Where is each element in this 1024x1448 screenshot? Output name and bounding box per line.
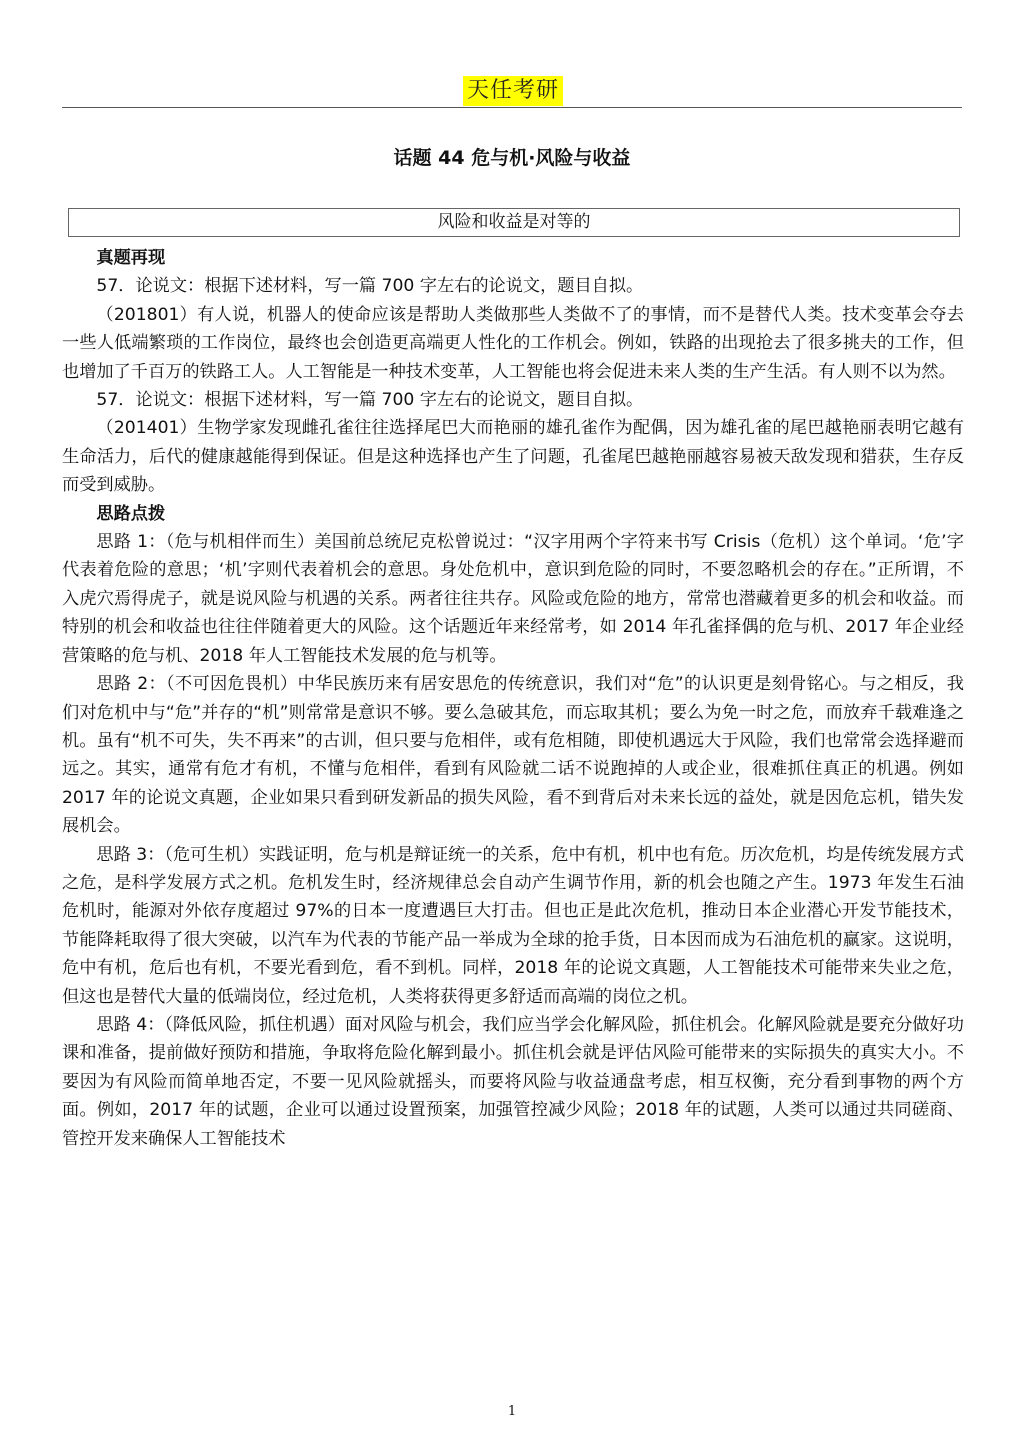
page-title: 话题 44 危与机·风险与收益: [393, 147, 631, 169]
paragraph: 57．论说文：根据下述材料，写一篇 700 字左右的论说文，题目自拟。: [96, 276, 644, 297]
subtitle-text: 风险和收益是对等的: [437, 212, 591, 232]
paragraph: 57．论说文：根据下述材料，写一篇 700 字左右的论说文，题目自拟。: [96, 390, 644, 411]
page-number: 1: [507, 1404, 517, 1419]
paragraph: 思路 3：（危可生机）实践证明，危与机是辩证统一的关系，危中有机，机中也有危。历次危机，均是传统发展方式之危，是科学发展方式之机。危机发生时，经济规律总会自动产生调节作用，新的机会也随之产生。1973 年发生石油危机时，能源对外依存度超过 97%的日本一度遭遇巨大打击。但也正是此次危机，推动日本企业潜心开发节能技术，节能降耗取得了很大突破，以汽车为代表的节能产品一举成为全球的抢手货，日本因而成为石油危机的赢家。这说明，危中有机，危后也有机，不要光看到危，看不到机。同样，2018 年的论说文真题，人工智能技术可能带来失业之危，但这也是替代大量的低端岗位，经过危机，人类将获得更多舒适而高端的岗位之机。: [62, 844, 964, 1007]
header-rule: [62, 107, 962, 108]
paragraph: 思路 4：（降低风险，抓住机遇）面对风险与机会，我们应当学会化解风险，抓住机会。化解风险就是要充分做好功课和准备，提前做好预防和措施，争取将危险化解到最小。抓住机会就是评估风险可能带来的实际损失的真实大小。不要因为有风险而简单地否定，不要一见风险就摇头，而要将风险与收益通盘考虑，相互权衡，充分看到事物的两个方面。例如，2017 年的试题，企业可以通过设置预案，加强管控减少风险；2018 年的试题，人类可以通过共同磋商、管控开发来确保人工智能技术: [62, 1014, 964, 1149]
paragraph: （201801）有人说，机器人的使命应该是帮助人类做那些人类做不了的事情，而不是替代人类。技术变革会夺去一些人低端繁琐的工作岗位，最终也会创造更高端更人性化的工作机会。例如，铁路的出现抢去了很多挑夫的工作，但也增加了千百万的铁路工人。人工智能是一种技术变革，人工智能也将会促进未来人类的生产生活。有人则不以为然。: [62, 304, 964, 382]
paragraph: 思路 2：（不可因危畏机）中华民族历来有居安思危的传统意识，我们对“危”的认识更是刻骨铭心。与之相反，我们对危机中与“危”并存的“机”则常常是意识不够。要么急破其危，而忘取其机；要么为免一时之危，而放弃千载难逢之机。虽有“机不可失，失不再来”的古训，但只要与危相伴，或有危相随，即使机遇远大于风险，我们也常常会选择避而远之。其实，通常有危才有机，不懂与危相伴，看到有风险就二话不说跑掉的人或企业，很难抓住真正的机遇。例如 2017 年的论说文真题，企业如果只看到研发新品的损失风险，看不到背后对未来长远的益处，就是因危忘机，错失发展机会。: [62, 674, 964, 837]
paragraph: （201401）生物学家发现雌孔雀往往选择尾巴大而艳丽的雄孔雀作为配偶，因为雄孔雀的尾巴越艳丽表明它越有生命活力，后代的健康越能得到保证。但是这种选择也产生了问题，孔雀尾巴越艳丽越容易被天敌发现和猎获，生存反而受到威胁。: [62, 418, 964, 496]
section-heading-exam: 真题再现: [96, 248, 166, 268]
document-body: [62, 244, 964, 1153]
header-logo: 天任考研: [463, 76, 563, 106]
paragraph: 思路 1：（危与机相伴而生）美国前总统尼克松曾说过：“汉字用两个字符来书写 Crisis（危机）这个单词。‘危’字代表着危险的意思；‘机’字则代表着机会的意思。身处危机中，意识到危险的同时，不要忽略机会的存在。”正所谓，不入虎穴焉得虎子，就是说风险与机遇的关系。两者往往共存。风险或危险的地方，常常也潜藏着更多的机会和收益。而特别的机会和收益也往往伴随着更大的风险。这个话题近年来经常考，如 2014 年孔雀择偶的危与机、2017 年企业经营策略的危与机、2018 年人工智能技术发展的危与机等。: [62, 532, 964, 666]
section-heading-ideas: 思路点拨: [96, 503, 166, 524]
subtitle-box: [68, 208, 960, 237]
